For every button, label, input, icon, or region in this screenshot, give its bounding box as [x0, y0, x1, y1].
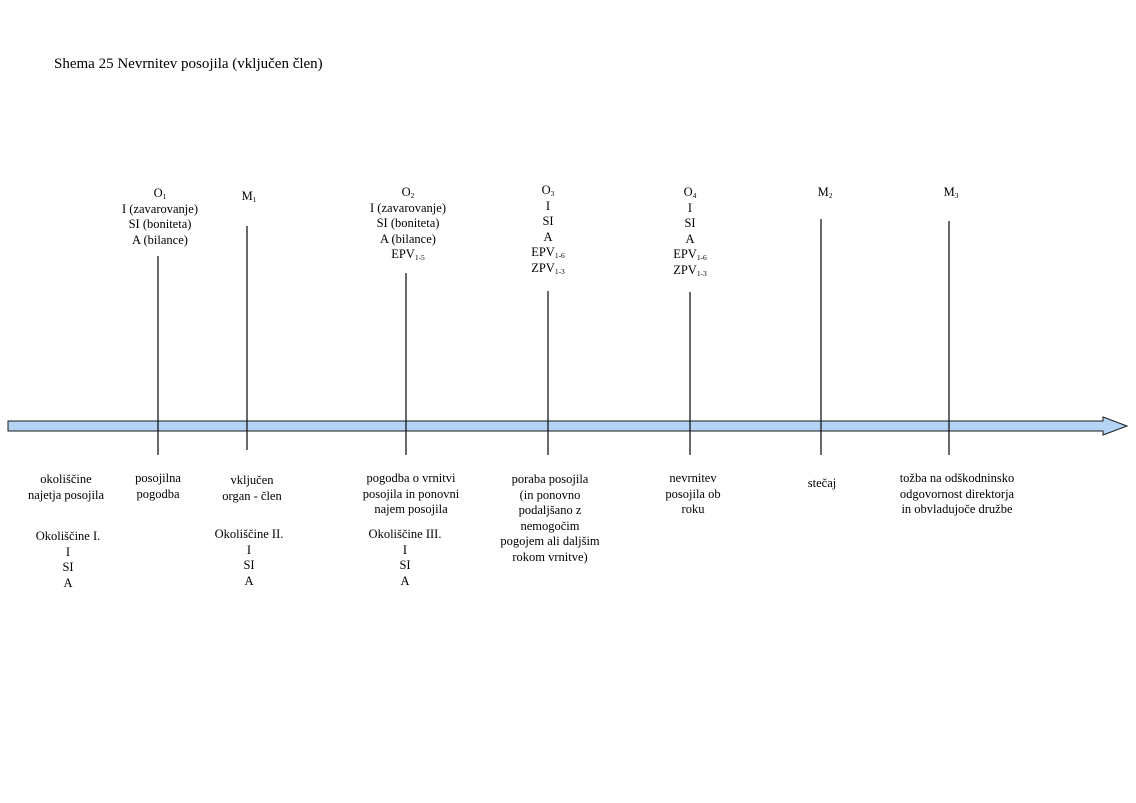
marker-label-m3 — [929, 185, 973, 201]
marker-label-o4 — [660, 185, 720, 278]
marker-epv: $EPV_{1-5}$ — [391, 247, 425, 262]
event-line: posojilna — [135, 471, 181, 485]
marker-line-text: SI — [542, 214, 554, 228]
event-line: pogodba — [136, 486, 180, 501]
event-line: odgovornost direktorja — [899, 486, 1015, 501]
event-line: (in ponovno — [519, 487, 581, 502]
marker-zpv: $ZPV_{1-3}$ — [673, 262, 707, 278]
marker-symbol: $M_2$ — [817, 185, 833, 200]
event-line: roku — [681, 502, 705, 516]
marker-symbol: $O_4$ — [683, 185, 697, 200]
circumstances-heading: Okoliščine I. — [35, 529, 101, 543]
marker-zpv: $ZPV_{1-3}$ — [531, 260, 565, 276]
marker-symbol: $M_1$ — [241, 189, 257, 204]
circumstances-1 — [18, 529, 118, 591]
marker-line-text: A — [543, 229, 553, 244]
event-nevrnitev — [648, 471, 738, 518]
page-title: Shema 25 Nevrnitev posojila (vključen člen) — [54, 56, 323, 72]
event-tozba — [887, 471, 1027, 518]
event-stecaj — [782, 476, 862, 492]
marker-epv: $EPV_{1-6}$ — [673, 247, 707, 262]
marker-label-m1 — [227, 189, 271, 205]
marker-label-o1 — [110, 186, 210, 248]
circumstances-line: SI — [243, 558, 255, 572]
event-line: posojila in ponovni — [362, 486, 460, 501]
event-line: tožba na odškodninsko — [899, 471, 1015, 485]
marker-label-m2 — [803, 185, 847, 201]
circumstances-line: SI — [399, 558, 411, 572]
event-line: in obvladujoče družbe — [901, 502, 1013, 516]
circumstances-line: I — [402, 542, 408, 557]
event-posojilna-pogodba — [118, 471, 198, 502]
event-line: najetja posojila — [27, 487, 105, 502]
marker-label-o2 — [358, 185, 458, 263]
circumstances-line: A — [244, 573, 254, 588]
event-line: poraba posojila — [511, 472, 589, 486]
circumstances-line: A — [400, 573, 410, 588]
event-line: pogojem ali daljšim — [500, 534, 600, 548]
marker-symbol: $O_3$ — [541, 183, 555, 198]
marker-line-text: A — [685, 231, 695, 246]
event-poraba-posojila — [490, 472, 610, 565]
event-line: nemogočim — [520, 518, 580, 533]
event-line: organ - člen — [222, 488, 282, 503]
event-line: pogodba o vrnitvi — [366, 471, 456, 485]
circumstances-3 — [350, 527, 460, 589]
circumstances-line: I — [65, 544, 71, 559]
event-line: rokom vrnitve) — [512, 549, 588, 564]
marker-label-o3 — [518, 183, 578, 276]
marker-line-text: I (zavarovanje) — [370, 200, 446, 215]
event-line: stečaj — [807, 476, 837, 490]
marker-line-text: I — [545, 198, 551, 213]
event-line: okoliščine — [40, 472, 92, 486]
marker-symbol: $M_3$ — [943, 185, 959, 200]
circumstances-heading: Okoliščine III. — [368, 527, 442, 541]
event-vkljucen-organ — [207, 473, 297, 504]
event-okoliscine-najetja — [16, 472, 116, 503]
timeline-arrow — [8, 417, 1127, 435]
circumstances-heading: Okoliščine II. — [214, 527, 284, 541]
event-pogodba-vrnitvi — [351, 471, 471, 518]
circumstances-2 — [199, 527, 299, 589]
event-line: podaljšano z — [518, 503, 582, 517]
event-line: najem posojila — [374, 502, 448, 516]
marker-epv: $EPV_{1-6}$ — [531, 245, 565, 260]
marker-line-text: SI (boniteta) — [128, 217, 192, 231]
event-line: nevrnitev — [669, 471, 717, 485]
marker-line-text: I — [687, 200, 693, 215]
marker-symbol: $O_1$ — [153, 186, 167, 201]
circumstances-line: I — [246, 542, 252, 557]
marker-line-text: A (bilance) — [380, 231, 436, 246]
circumstances-line: SI — [62, 560, 74, 574]
marker-line-text: SI (boniteta) — [376, 216, 440, 230]
event-line: vključen — [230, 473, 274, 487]
marker-line-text: SI — [684, 216, 696, 230]
marker-line-text: A (bilance) — [132, 232, 188, 247]
marker-line-text: I (zavarovanje) — [122, 201, 198, 216]
event-line: posojila ob — [665, 486, 721, 501]
circumstances-line: A — [63, 575, 73, 590]
marker-symbol: $O_2$ — [401, 185, 415, 200]
